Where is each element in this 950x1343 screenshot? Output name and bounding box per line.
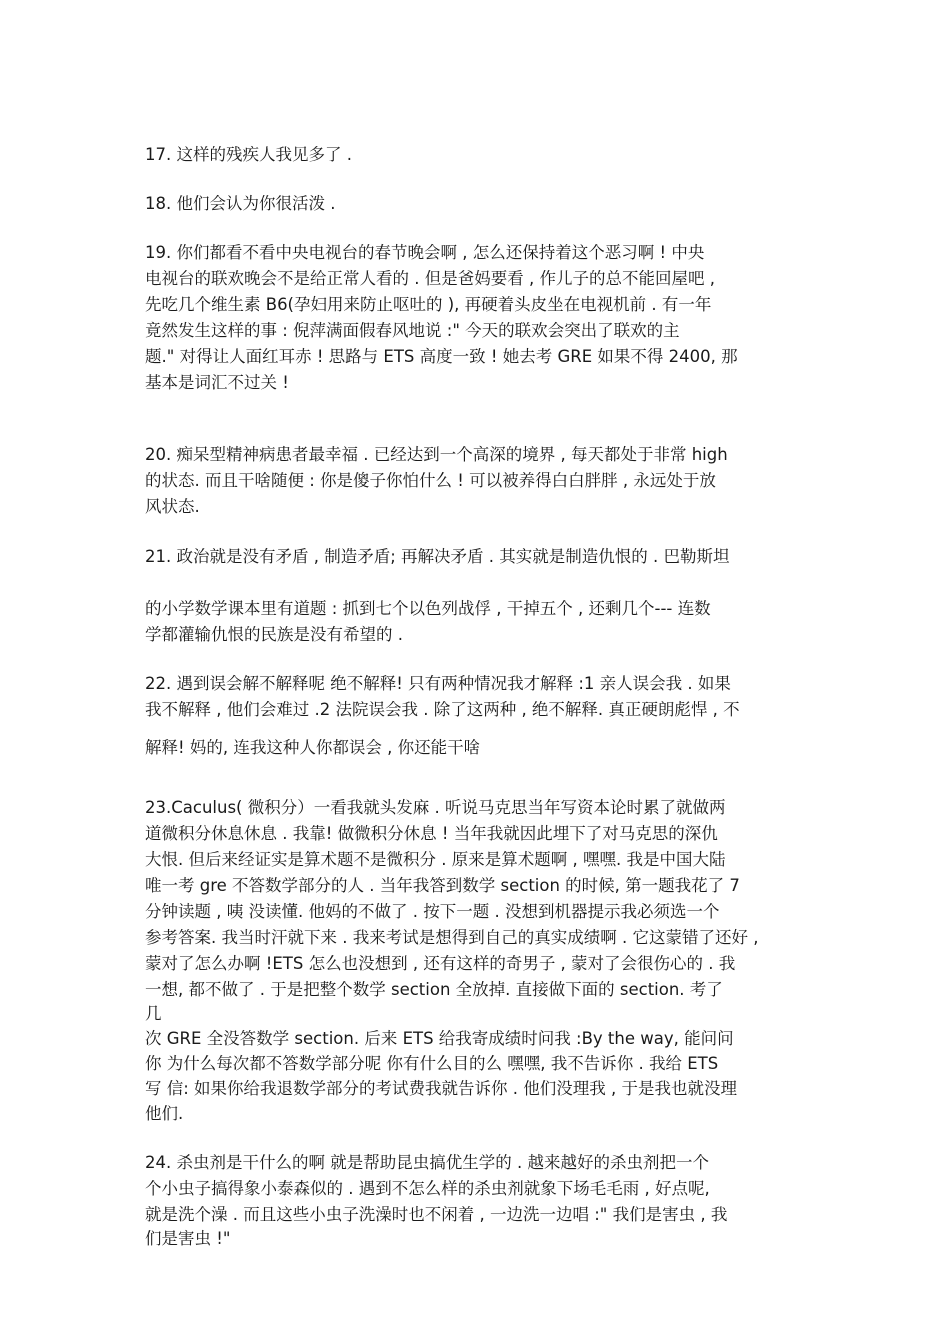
paragraph-24-line-3: 就是洗个澡 . 而且这些小虫子洗澡时也不闲着 , 一边洗一边唱 :" 我们是害虫 , 我	[145, 1205, 728, 1224]
paragraph-23-line-9: 几	[145, 1004, 162, 1023]
paragraph-23-line-10: 次 GRE 全没答数学 section. 后来 ETS 给我寄成绩时问我 :By the way, 能问问	[145, 1029, 734, 1048]
paragraph-17-line-1: 17. 这样的残疾人我见多了 .	[145, 145, 352, 164]
paragraph-23-line-13: 他们.	[145, 1104, 184, 1123]
paragraph-18-line-1: 18. 他们会认为你很活泼 .	[145, 194, 336, 213]
paragraph-19-line-5: 题." 对得让人面红耳赤 ! 思路与 ETS 高度一致 ! 她去考 GRE 如果不得 2400, 那	[145, 347, 738, 366]
paragraph-23-line-12: 写 信: 如果你给我退数学部分的考试费我就告诉你 . 他们没理我 , 于是我也就没理	[145, 1079, 738, 1098]
paragraph-23-line-6: 参考答案. 我当时汗就下来 . 我来考试是想得到自己的真实成绩啊 . 它这蒙错了还好 ,	[145, 928, 759, 947]
paragraph-24-line-4: 们是害虫 !"	[145, 1229, 231, 1248]
paragraph-22-line-2: 我不解释 , 他们会难过 .2 法院误会我 . 除了这两种 , 绝不解释. 真正硬朗彪悍 , 不	[145, 700, 740, 719]
paragraph-22-line-1: 22. 遇到误会解不解释呢 绝不解释! 只有两种情况我才解释 :1 亲人误会我 . 如果	[145, 674, 731, 693]
paragraph-23-line-2: 道微积分休息休息 . 我靠! 做微积分休息 ! 当年我就因此埋下了对马克思的深仇	[145, 824, 718, 843]
paragraph-23-line-3: 大恨. 但后来经证实是算术题不是微积分 . 原来是算术题啊 , 嘿嘿. 我是中国大陆	[145, 850, 726, 869]
paragraph-23-line-8: 一想, 都不做了 . 于是把整个数学 section 全放掉. 直接做下面的 section. 考了	[145, 980, 723, 999]
paragraph-19-line-6: 基本是词汇不过关 !	[145, 373, 289, 392]
paragraph-23-line-1: 23.Caculus( 微积分）一看我就头发麻 . 听说马克思当年写资本论时累了就做两	[145, 798, 726, 817]
paragraph-19-line-1: 19. 你们都看不看中央电视台的春节晚会啊 , 怎么还保持着这个恶习啊 ! 中央	[145, 243, 705, 262]
paragraph-21-line-2: 的小学数学课本里有道题 : 抓到七个以色列战俘 , 干掉五个 , 还剩几个--- 连数	[145, 599, 711, 618]
paragraph-23-line-11: 你 为什么每次都不答数学部分呢 你有什么目的么 嘿嘿, 我不告诉你 . 我给 ETS	[145, 1054, 719, 1073]
paragraph-23-line-7: 蒙对了怎么办啊 !ETS 怎么也没想到 , 还有这样的奇男子 , 蒙对了会很伤心的 . 我	[145, 954, 736, 973]
paragraph-24-line-2: 个小虫子搞得象小泰森似的 . 遇到不怎么样的杀虫剂就象下场毛毛雨 , 好点呢,	[145, 1179, 710, 1198]
paragraph-22-line-3: 解释! 妈的, 连我这种人你都误会 , 你还能干啥	[145, 738, 481, 757]
paragraph-23-line-4: 唯一考 gre 不答数学部分的人 . 当年我答到数学 section 的时候, 第一题我花了 7	[145, 876, 740, 895]
paragraph-20-line-2: 的状态. 而且干啥随便 : 你是傻子你怕什么 ! 可以被养得白白胖胖 , 永远处于放	[145, 471, 716, 490]
paragraph-20-line-1: 20. 痴呆型精神病患者最幸福 . 已经达到一个高深的境界 , 每天都处于非常 high	[145, 445, 728, 464]
paragraph-21-line-3: 学都灌输仇恨的民族是没有希望的 .	[145, 625, 403, 644]
paragraph-19-line-3: 先吃几个维生素 B6(孕妇用来防止呕吐的 ), 再硬着头皮坐在电视机前 . 有一年	[145, 295, 712, 314]
paragraph-20-line-3: 风状态.	[145, 497, 200, 516]
paragraph-24-line-1: 24. 杀虫剂是干什么的啊 就是帮助昆虫搞优生学的 . 越来越好的杀虫剂把一个	[145, 1153, 709, 1172]
paragraph-23-line-5: 分钟读题 , 咦 没读懂. 他妈的不做了 . 按下一题 . 没想到机器提示我必须选一个	[145, 902, 720, 921]
paragraph-19-line-2: 电视台的联欢晚会不是给正常人看的 . 但是爸妈要看 , 作儿子的总不能回屋吧 ,	[145, 269, 715, 288]
paragraph-19-line-4: 竟然发生这样的事 : 倪萍满面假春风地说 :" 今天的联欢会突出了联欢的主	[145, 321, 680, 340]
paragraph-21-line-1: 21. 政治就是没有矛盾 , 制造矛盾; 再解决矛盾 . 其实就是制造仇恨的 . 巴勒斯坦	[145, 547, 730, 566]
